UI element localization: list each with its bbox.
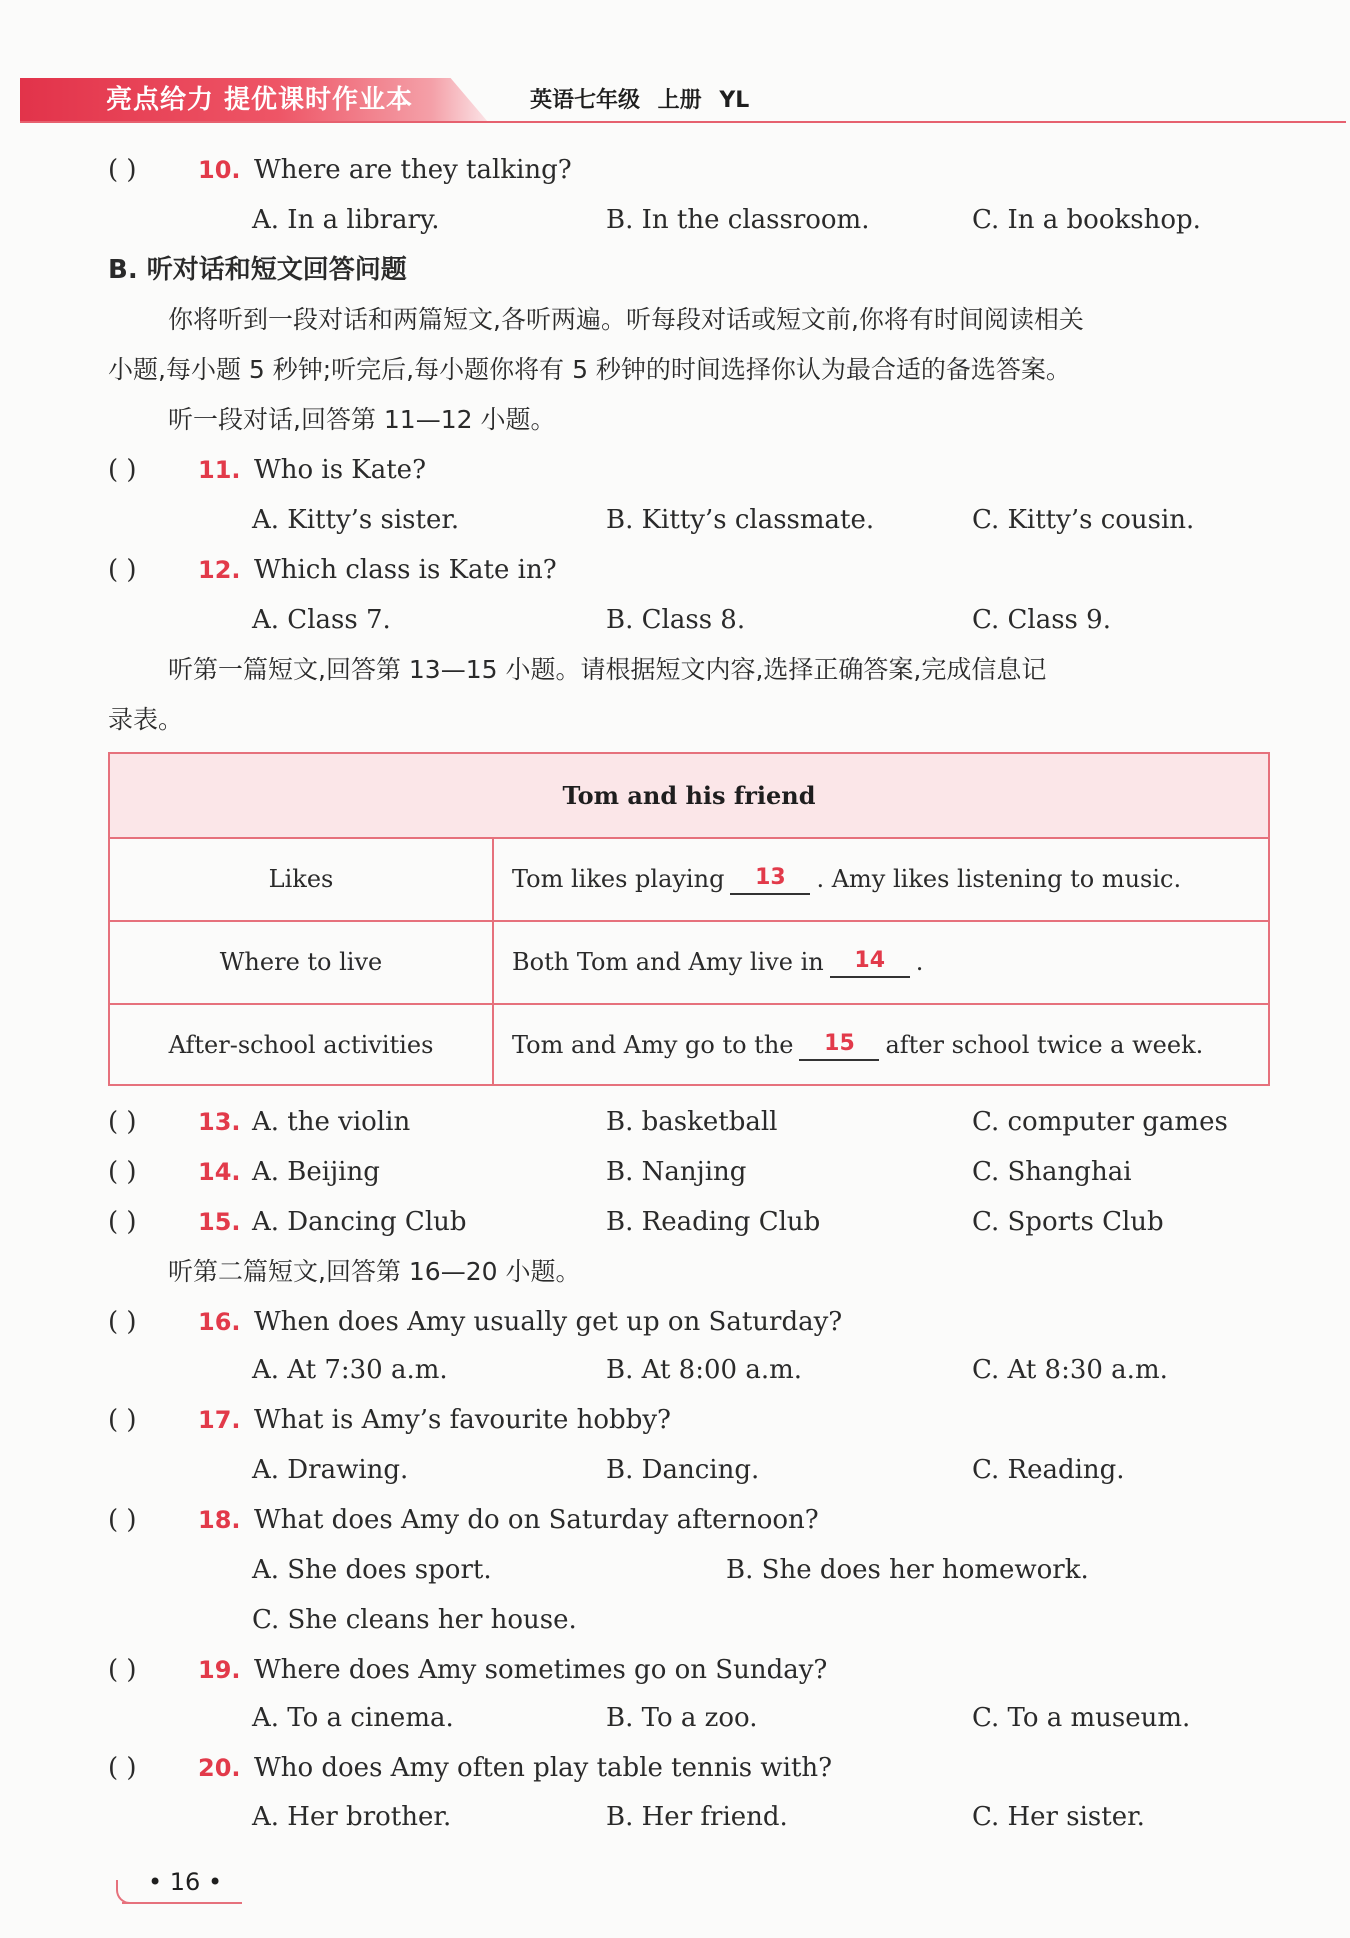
- answer-paren[interactable]: ( ): [108, 1207, 137, 1237]
- passage2-intro: 听第二篇短文,回答第 16—20 小题。: [168, 1257, 581, 1286]
- row-text-before: Tom likes playing: [512, 864, 725, 893]
- option-a: A. In a library.: [252, 205, 440, 235]
- question-number: 10.: [198, 156, 241, 184]
- option-c: C. She cleans her house.: [252, 1605, 577, 1635]
- question-15: [108, 1202, 254, 1242]
- page-number-underline: [122, 1902, 242, 1904]
- question-text: When does Amy usually get up on Saturday?: [254, 1307, 843, 1337]
- option-c: C. Sports Club: [972, 1207, 1164, 1237]
- info-table: [108, 752, 1270, 1086]
- header-subject: 英语七年级 上册 YL: [530, 88, 750, 113]
- option-a: A. Class 7.: [252, 605, 391, 635]
- question-number: 14.: [198, 1158, 241, 1186]
- row-text-after: after school twice a week.: [885, 1030, 1204, 1059]
- option-c: C. In a bookshop.: [972, 205, 1201, 235]
- question-text: Which class is Kate in?: [254, 555, 557, 585]
- option-b: B. basketball: [606, 1107, 778, 1137]
- passage1-intro-line1: 听第一篇短文,回答第 13—15 小题。请根据短文内容,选择正确答案,完成信息记: [168, 655, 1047, 684]
- section-b-title: B. 听对话和短文回答问题: [108, 255, 407, 285]
- dialog-intro: 听一段对话,回答第 11—12 小题。: [168, 405, 556, 434]
- question-text: Who does Amy often play table tennis with?: [254, 1753, 833, 1783]
- table-title: Tom and his friend: [110, 754, 1268, 839]
- row-label: After-school activities: [110, 1003, 494, 1086]
- blank-14[interactable]: 14: [830, 946, 910, 978]
- page-number-ornament: [116, 1880, 134, 1904]
- option-a: A. Dancing Club: [252, 1207, 467, 1237]
- answer-paren[interactable]: ( ): [108, 1405, 137, 1435]
- question-18: [108, 1500, 819, 1540]
- page-number: • 16 •: [148, 1868, 223, 1896]
- option-c: C. Reading.: [972, 1455, 1125, 1485]
- answer-paren[interactable]: ( ): [108, 1307, 137, 1337]
- option-b: B. In the classroom.: [606, 205, 870, 235]
- option-a: A. Beijing: [252, 1157, 380, 1187]
- option-a: A. At 7:30 a.m.: [252, 1355, 448, 1385]
- passage1-intro-line2: 录表。: [108, 705, 184, 734]
- option-b: B. Her friend.: [606, 1802, 788, 1832]
- question-number: 19.: [198, 1656, 241, 1684]
- option-c: C. Class 9.: [972, 605, 1111, 635]
- option-a: A. Kitty’s sister.: [252, 505, 460, 535]
- question-13: [108, 1102, 254, 1142]
- answer-paren[interactable]: ( ): [108, 155, 137, 185]
- section-b-intro-line1: 你将听到一段对话和两篇短文,各听两遍。听每段对话或短文前,你将有时间阅读相关: [168, 305, 1084, 334]
- question-text: What is Amy’s favourite hobby?: [254, 1405, 671, 1435]
- row-content: [496, 1003, 1268, 1086]
- table-row: [110, 920, 1268, 1005]
- blank-13[interactable]: 13: [730, 863, 810, 895]
- row-text-before: Tom and Amy go to the: [512, 1030, 794, 1059]
- option-b: B. To a zoo.: [606, 1703, 758, 1733]
- question-14: [108, 1152, 254, 1192]
- question-number: 13.: [198, 1108, 241, 1136]
- question-20: [108, 1748, 832, 1788]
- answer-paren[interactable]: ( ): [108, 455, 137, 485]
- option-b: B. Kitty’s classmate.: [606, 505, 875, 535]
- option-b: B. Nanjing: [606, 1157, 747, 1187]
- question-number: 18.: [198, 1506, 241, 1534]
- question-text: Who is Kate?: [254, 455, 427, 485]
- row-content: [496, 837, 1268, 920]
- table-row: [110, 1003, 1268, 1086]
- row-content: [496, 920, 1268, 1003]
- option-c: C. Her sister.: [972, 1802, 1145, 1832]
- question-number: 20.: [198, 1754, 241, 1782]
- question-text: What does Amy do on Saturday afternoon?: [254, 1505, 819, 1535]
- option-a: A. Her brother.: [252, 1802, 452, 1832]
- answer-paren[interactable]: ( ): [108, 1157, 137, 1187]
- question-10: [108, 150, 572, 190]
- option-c: C. Shanghai: [972, 1157, 1132, 1187]
- question-text: Where are they talking?: [254, 155, 572, 185]
- question-number: 16.: [198, 1308, 241, 1336]
- section-b-intro-line2: 小题,每小题 5 秒钟;听完后,每小题你将有 5 秒钟的时间选择你认为最合适的备选答案。: [108, 355, 1071, 384]
- answer-paren[interactable]: ( ): [108, 555, 137, 585]
- question-text: Where does Amy sometimes go on Sunday?: [254, 1655, 828, 1685]
- row-text-before: Both Tom and Amy live in: [512, 947, 824, 976]
- option-a: A. the violin: [252, 1107, 411, 1137]
- question-19: [108, 1650, 827, 1690]
- row-label: Where to live: [110, 920, 494, 1003]
- question-12: [108, 550, 557, 590]
- question-number: 12.: [198, 556, 241, 584]
- option-b: B. Reading Club: [606, 1207, 821, 1237]
- option-b: B. At 8:00 a.m.: [606, 1355, 803, 1385]
- question-16: [108, 1302, 842, 1342]
- header-title: 亮点给力 提优课时作业本: [106, 85, 414, 115]
- option-c: C. At 8:30 a.m.: [972, 1355, 1168, 1385]
- question-number: 17.: [198, 1406, 241, 1434]
- question-17: [108, 1400, 671, 1440]
- row-text-after: .: [915, 947, 924, 976]
- question-number: 15.: [198, 1208, 241, 1236]
- answer-paren[interactable]: ( ): [108, 1107, 137, 1137]
- row-text-after: . Amy likes listening to music.: [816, 864, 1182, 893]
- question-number: 11.: [198, 456, 241, 484]
- answer-paren[interactable]: ( ): [108, 1753, 137, 1783]
- option-c: C. Kitty’s cousin.: [972, 505, 1195, 535]
- answer-paren[interactable]: ( ): [108, 1655, 137, 1685]
- table-row: [110, 837, 1268, 922]
- header-divider: [20, 121, 1346, 123]
- option-b: B. Dancing.: [606, 1455, 760, 1485]
- blank-15[interactable]: 15: [799, 1029, 879, 1061]
- option-b: B. She does her homework.: [726, 1555, 1089, 1585]
- option-a: A. To a cinema.: [252, 1703, 454, 1733]
- option-a: A. She does sport.: [252, 1555, 492, 1585]
- question-11: [108, 450, 426, 490]
- option-a: A. Drawing.: [252, 1455, 409, 1485]
- option-c: C. To a museum.: [972, 1703, 1191, 1733]
- answer-paren[interactable]: ( ): [108, 1505, 137, 1535]
- option-b: B. Class 8.: [606, 605, 746, 635]
- option-c: C. computer games: [972, 1107, 1228, 1137]
- row-label: Likes: [110, 837, 494, 920]
